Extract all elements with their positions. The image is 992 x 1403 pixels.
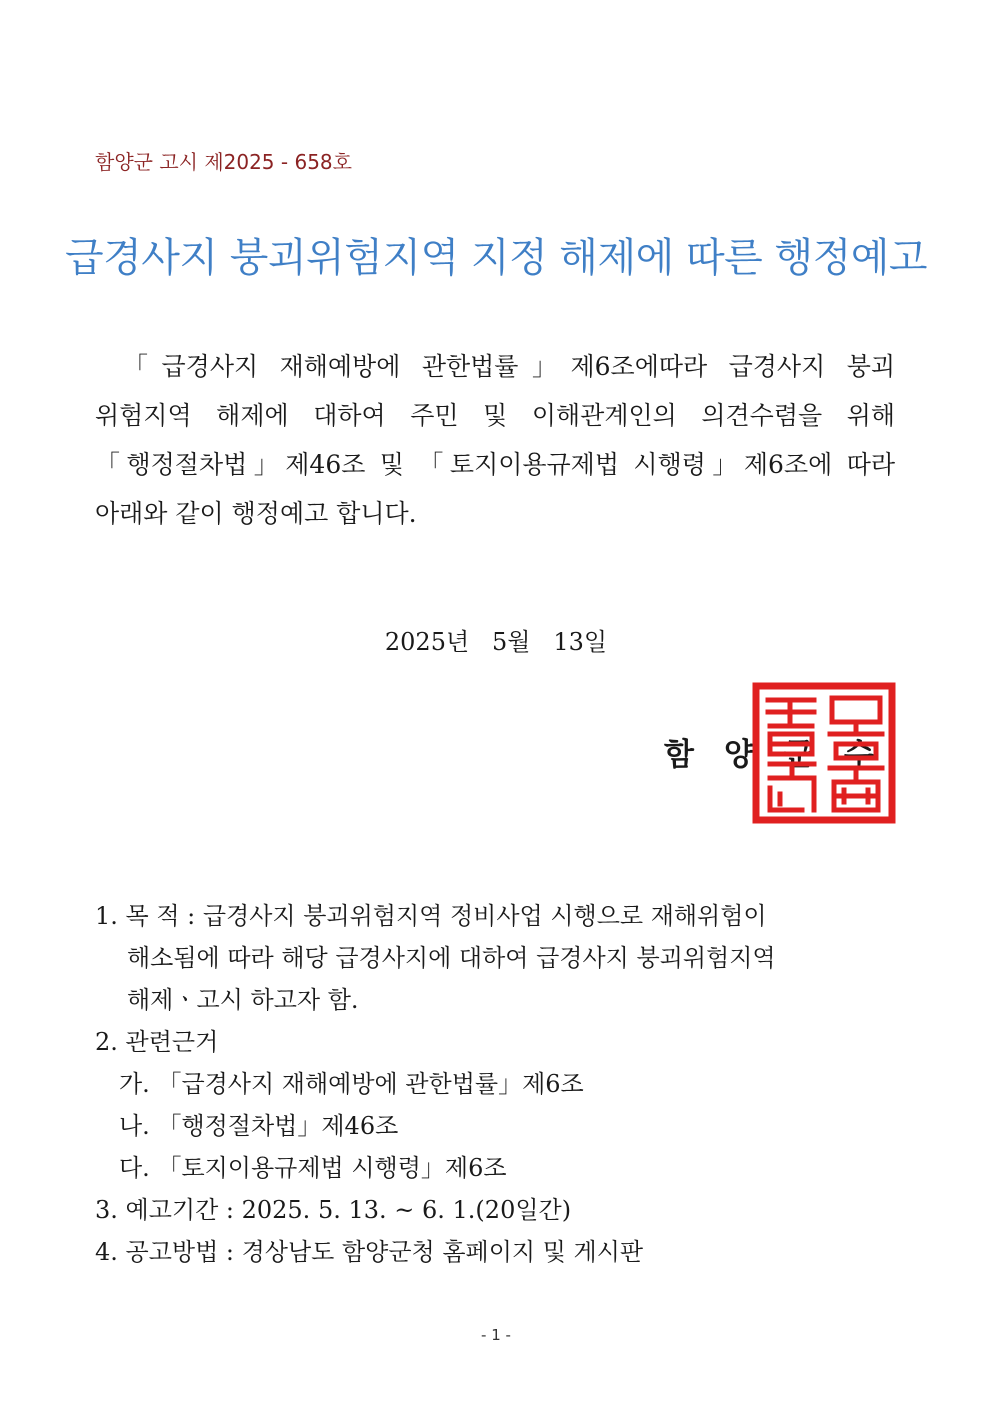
document-title: 급경사지 붕괴위험지역 지정 해제에 따른 행정예고 [64,235,927,281]
notice-date: 2025년 5월 13일 [384,628,608,656]
list-item: 가. 「급경사지 재해예방에 관한법률」제6조 [119,1070,584,1098]
list-item: 2. 관련근거 [95,1028,219,1056]
page-number: - 1 - [481,1326,511,1344]
signer-char: 양 [724,737,754,773]
official-seal [752,682,896,824]
list-item: 해제ㆍ고시 하고자 함. [127,986,359,1014]
list-item: 해소됨에 따라 해당 급경사지에 대하여 급경사지 붕괴위험지역 [127,944,776,972]
list-item: 1. 목 적 : 급경사지 붕괴위험지역 정비사업 시행으로 재해위험이 [95,902,767,930]
notice-number: 함양군 고시 제2025 - 658호 [95,150,352,174]
signer-char: 함 [664,737,694,773]
signer-char: 군 [784,737,814,773]
body-line: 위험지역 해제에 대하여 주민 및 이해관계인의 의견수렴을 위해 [95,401,895,430]
list-item: 4. 공고방법 : 경상남도 함양군청 홈페이지 및 게시판 [95,1238,644,1266]
body-line: 「급경사지 재해예방에 관한법률」제6조에따라 급경사지 붕괴 [123,352,895,381]
list-item: 다. 「토지이용규제법 시행령」제6조 [119,1154,507,1182]
signer-char: 수 [844,737,874,773]
body-line: 「행정절차법」제46조 및 「토지이용규제법 시행령」제6조에 따라 [95,450,895,479]
list-item: 3. 예고기간 : 2025. 5. 13. ~ 6. 1.(20일간) [95,1196,572,1224]
list-item: 나. 「행정절차법」제46조 [119,1112,399,1140]
body-paragraph [95,342,895,538]
body-line: 아래와 같이 행정예고 합니다. [95,499,417,528]
details-list [95,895,895,1273]
